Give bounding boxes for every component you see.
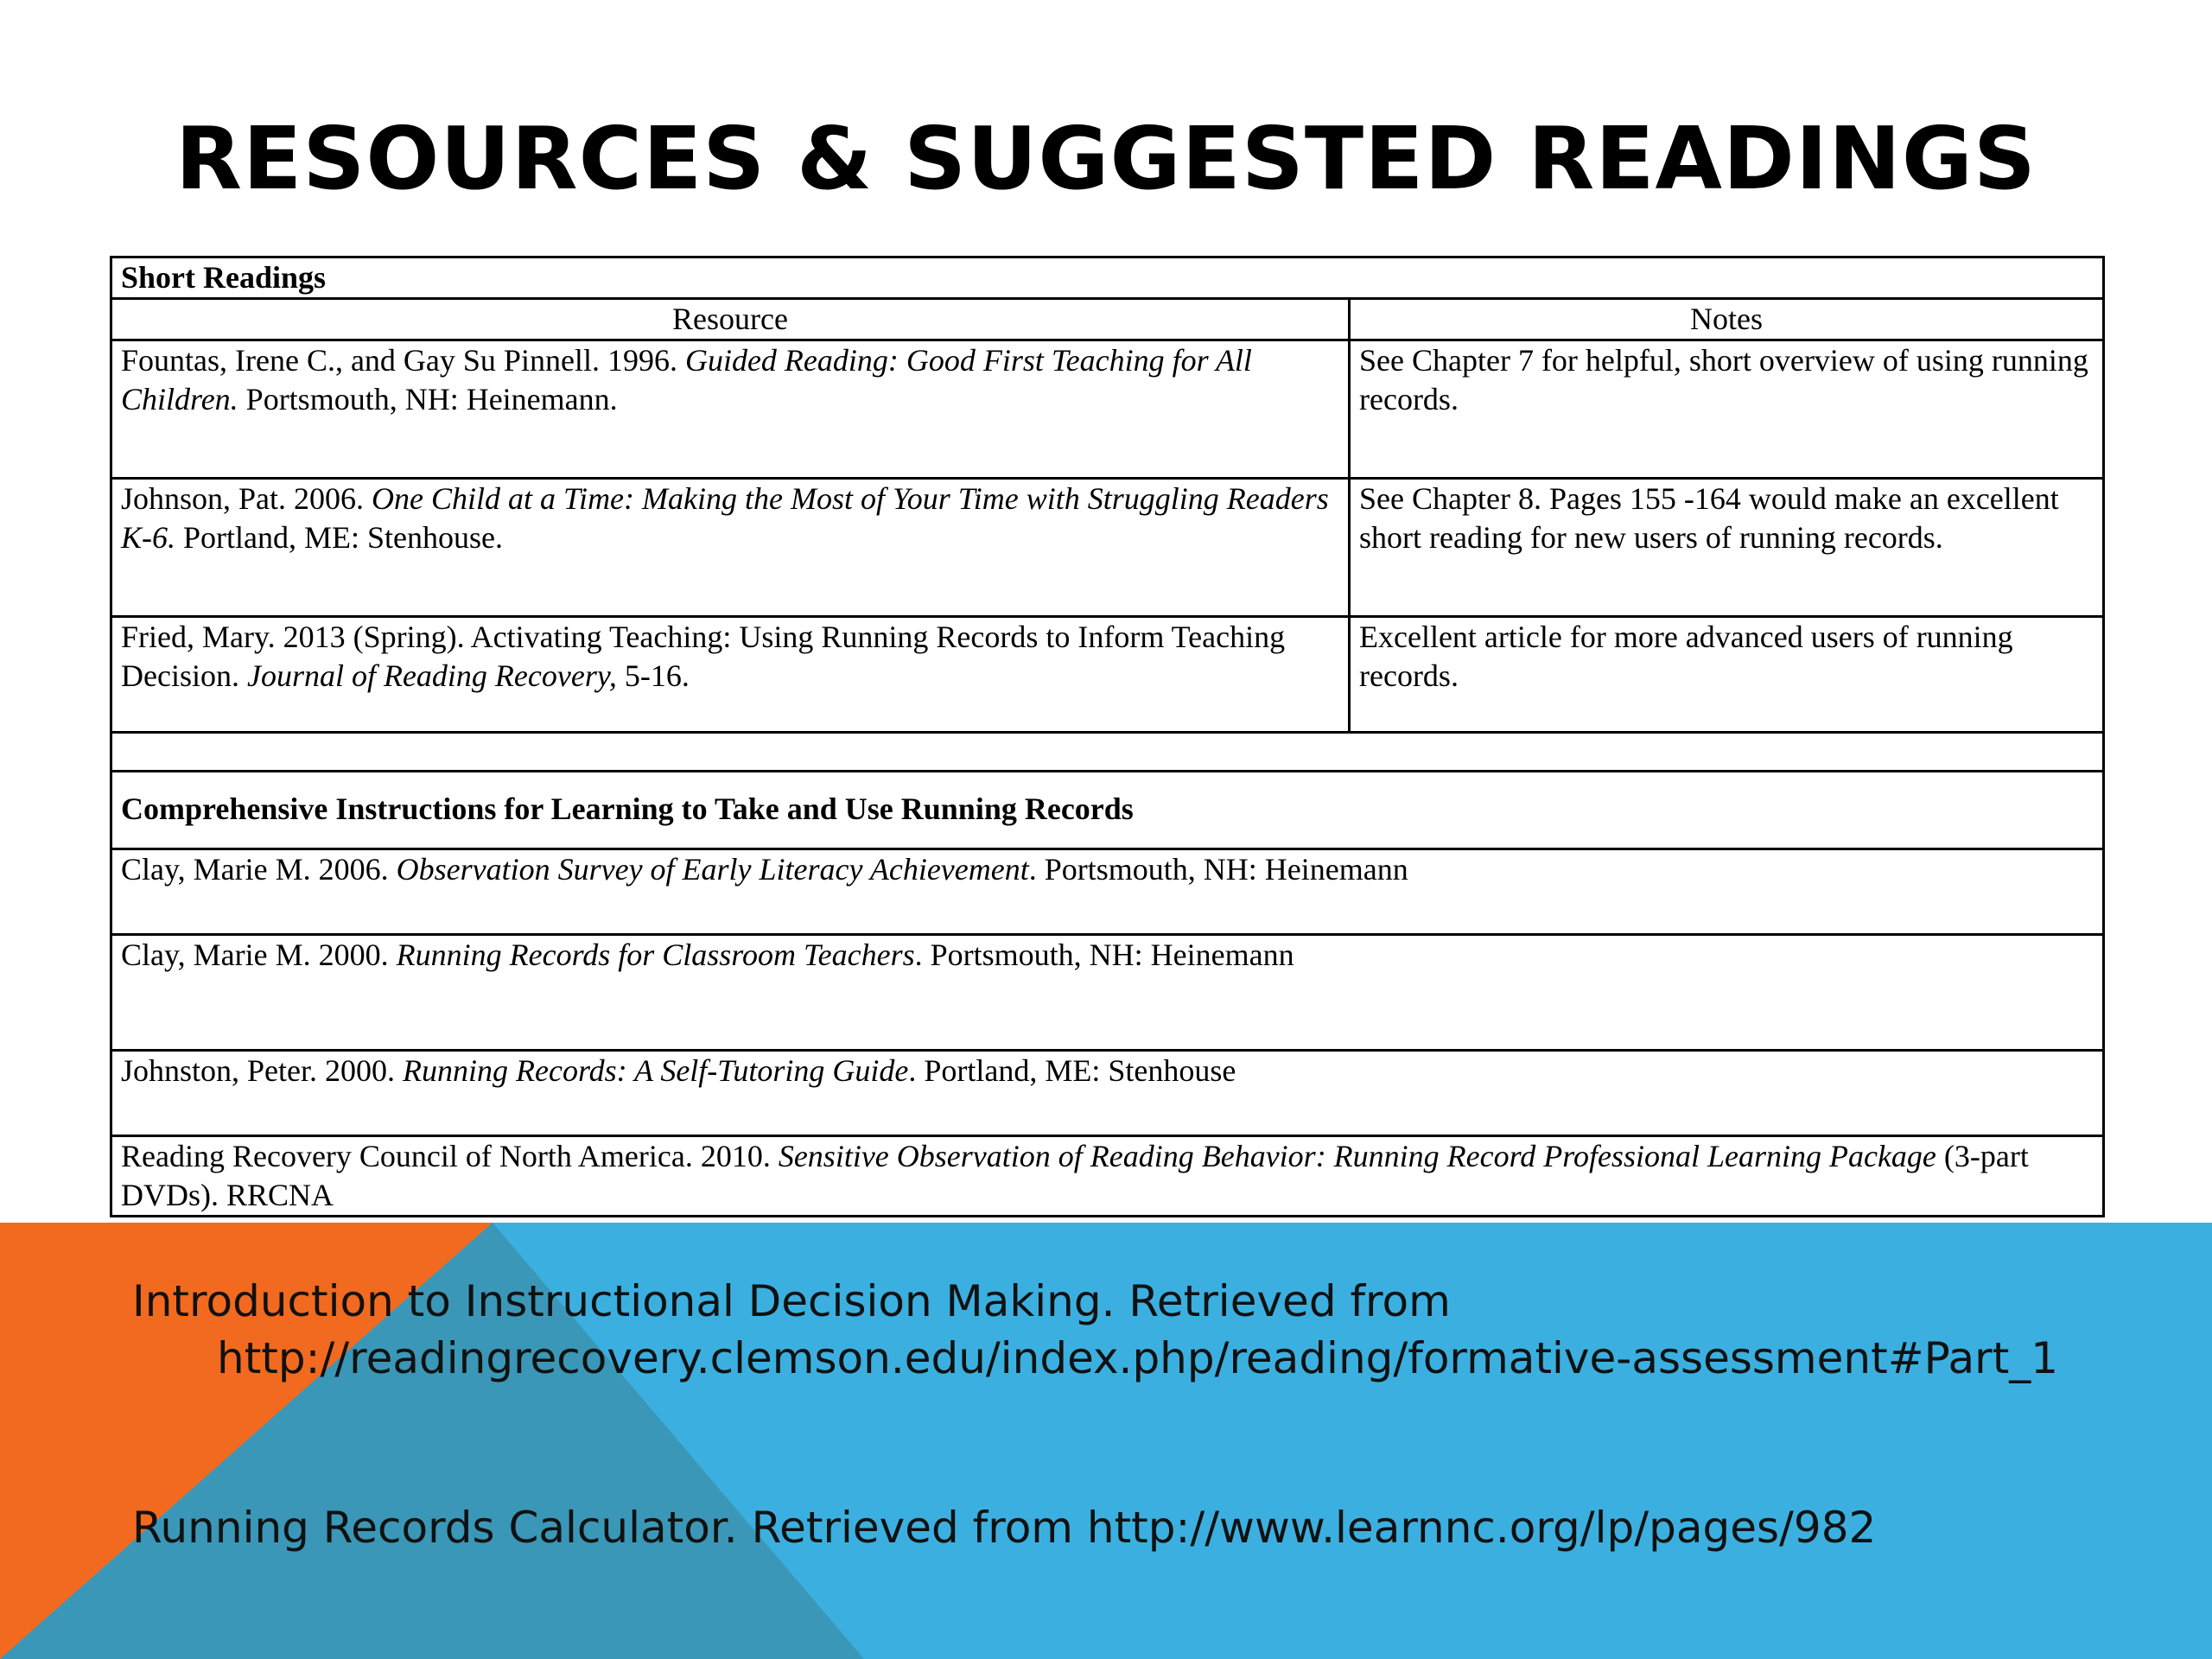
notes-cell: Excellent article for more advanced users of running records.	[1350, 617, 2104, 733]
reference-title: Introduction to Instructional Decision Making. Retrieved from	[132, 1276, 1451, 1326]
reference-calculator[interactable]: Running Records Calculator. Retrieved from http://www.learnnc.org/lp/pages/982	[132, 1503, 1877, 1553]
reference-decision-making	[132, 1273, 2058, 1387]
empty-cell	[111, 733, 2104, 772]
notes-cell: See Chapter 7 for helpful, short overview of using running records.	[1350, 340, 2104, 479]
table-row	[111, 617, 2104, 733]
resource-cell: Fried, Mary. 2013 (Spring). Activating Teaching: Using Running Records to Inform Teaching Decision. Journal of Reading Recovery, 5-16.	[111, 617, 1350, 733]
footer-band	[0, 1223, 2212, 1659]
column-header-notes: Notes	[1350, 299, 2104, 340]
reference-cell: Clay, Marie M. 2000. Running Records for Classroom Teachers. Portsmouth, NH: Heinemann	[111, 935, 2104, 1051]
table-column-headers	[111, 299, 2104, 340]
resource-cell: Fountas, Irene C., and Gay Su Pinnell. 1996. Guided Reading: Good First Teaching for All Children. Portsmouth, NH: Heinemann.	[111, 340, 1350, 479]
table-row	[111, 1051, 2104, 1136]
table-row	[111, 935, 2104, 1051]
table-row	[111, 479, 2104, 617]
readings-table	[110, 256, 2105, 1217]
table-section-header	[111, 257, 2104, 299]
slide-title: RESOURCES & SUGGESTED READINGS	[175, 108, 2037, 209]
table-spacer-row	[111, 733, 2104, 772]
column-header-resource: Resource	[111, 299, 1350, 340]
table-row	[111, 1136, 2104, 1217]
reference-url[interactable]: http://readingrecovery.clemson.edu/index.php/reading/formative-assessment#Part_1	[217, 1333, 2059, 1383]
comprehensive-header: Comprehensive Instructions for Learning to Take and Use Running Records	[111, 772, 2104, 849]
table-row	[111, 340, 2104, 479]
reference-cell: Reading Recovery Council of North America. 2010. Sensitive Observation of Reading Behavior: Running Record Professional Learning Package (3-part DVDs). RRCNA	[111, 1136, 2104, 1217]
reference-cell: Johnston, Peter. 2000. Running Records: A Self-Tutoring Guide. Portland, ME: Stenhouse	[111, 1051, 2104, 1136]
notes-cell: See Chapter 8. Pages 155 -164 would make an excellent short reading for new users of running records.	[1350, 479, 2104, 617]
table-row	[111, 849, 2104, 935]
short-readings-header: Short Readings	[111, 257, 2104, 299]
resource-cell: Johnson, Pat. 2006. One Child at a Time: Making the Most of Your Time with Struggling Readers K-6. Portland, ME: Stenhouse.	[111, 479, 1350, 617]
reference-cell: Clay, Marie M. 2006. Observation Survey of Early Literacy Achievement. Portsmouth, NH: Heinemann	[111, 849, 2104, 935]
table-section-header	[111, 772, 2104, 849]
